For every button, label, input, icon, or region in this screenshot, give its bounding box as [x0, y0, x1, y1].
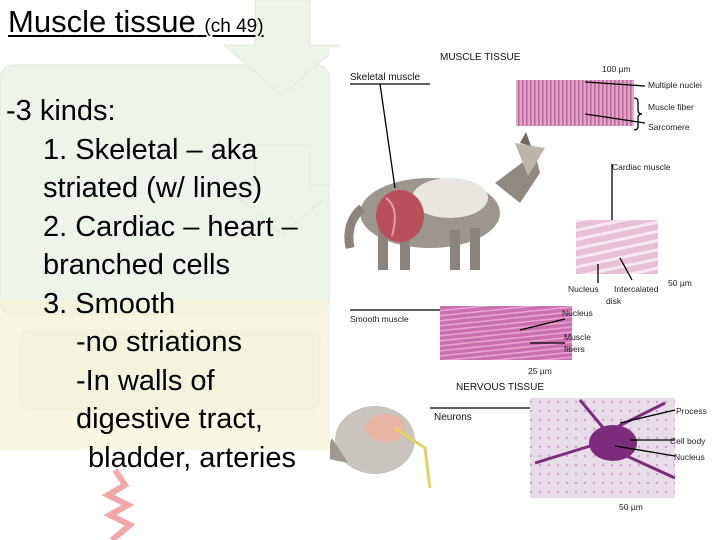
bullet-intro: -3 kinds: — [6, 95, 116, 127]
bullet-walls-line2: digestive tract, — [76, 403, 263, 435]
smooth-muscle-label: Smooth muscle — [350, 314, 409, 324]
scale-bar-50-neuron: 50 µm — [619, 502, 643, 512]
tissue-illustration — [330, 48, 720, 502]
bullet-cardiac-line2: branched cells — [43, 249, 230, 281]
muscle-fibers-label-line2: fibers — [564, 344, 585, 354]
scale-bar-50: 50 µm — [668, 278, 692, 288]
neurons-label: Neurons — [434, 412, 472, 423]
bullet-walls-line1: -In walls of — [76, 364, 215, 397]
bullet-no-striations: -no striations — [76, 326, 243, 358]
muscle-fiber-label: Muscle fiber — [648, 102, 694, 112]
intercalated-disk-label-line2: disk — [606, 296, 622, 306]
nucleus-neuron-label: Nucleus — [674, 452, 705, 462]
smooth-micrograph — [440, 306, 572, 360]
bullet-skeletal-line2: striated (w/ lines) — [43, 172, 263, 204]
nucleus-cardiac-label: Nucleus — [568, 284, 599, 294]
bullet-walls-line3: bladder, arteries — [88, 441, 296, 474]
tissue-figure — [330, 48, 720, 502]
bullet-cardiac-line1: 2. Cardiac – heart – — [43, 210, 298, 243]
cardiac-muscle-label: Cardiac muscle — [612, 162, 671, 172]
bullet-skeletal-line1: 1. Skeletal – aka — [43, 133, 258, 166]
neuron-micrograph — [530, 398, 675, 498]
bullet-list — [6, 92, 336, 477]
cell-body-label: Cell body — [670, 436, 706, 446]
multiple-nuclei-label: Multiple nuclei — [648, 80, 702, 90]
intercalated-disk-label-line1: Intercalated — [614, 284, 659, 294]
cardiac-micrograph — [576, 220, 658, 274]
scale-bar-100: 100 µm — [602, 64, 631, 74]
slide-title-main: Muscle tissue — [8, 4, 196, 39]
slide-title-chapter: (ch 49) — [204, 16, 264, 37]
process-label: Process — [676, 406, 707, 416]
skeletal-muscle-label: Skeletal muscle — [350, 72, 421, 83]
sarcomere-label: Sarcomere — [648, 122, 690, 132]
nucleus-smooth-label: Nucleus — [562, 308, 593, 318]
muscle-tissue-heading: MUSCLE TISSUE — [440, 52, 521, 63]
slide-title — [8, 4, 264, 40]
muscle-fibers-label-line1: Muscle — [564, 332, 591, 342]
bullet-smooth: 3. Smooth — [43, 287, 176, 320]
scale-bar-25: 25 µm — [528, 366, 552, 376]
nervous-tissue-heading: NERVOUS TISSUE — [456, 382, 544, 393]
